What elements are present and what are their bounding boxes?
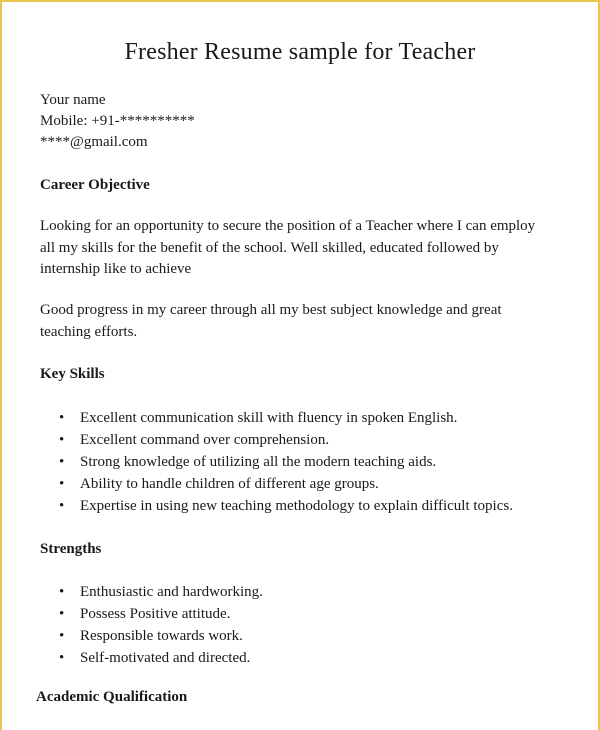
list-item <box>40 603 263 625</box>
list-item-text: Excellent communication skill with fluency in spoken English. <box>80 410 458 426</box>
list-item-text: Self-motivated and directed. <box>80 650 251 666</box>
list-item-text: Ability to handle children of different age groups. <box>80 476 379 492</box>
strengths-list <box>40 581 263 669</box>
list-item <box>40 647 263 669</box>
list-item-text: Excellent command over comprehension. <box>80 432 330 448</box>
career-objective-paragraph-2 <box>40 300 570 343</box>
bullet-icon: • <box>59 410 65 426</box>
list-item <box>40 495 513 517</box>
document-title: Fresher Resume sample for Teacher <box>124 39 476 65</box>
paragraph-line: internship like to achieve <box>40 261 192 277</box>
list-item <box>40 407 513 429</box>
career-objective-paragraph-1 <box>40 216 570 281</box>
bullet-icon: • <box>59 628 65 644</box>
key-skills-list <box>40 407 513 517</box>
bullet-icon: • <box>59 476 65 492</box>
paragraph-line: all my skills for the benefit of the school. Well skilled, educated followed by <box>40 239 499 256</box>
list-item <box>40 581 263 603</box>
paragraph-line: Good progress in my career through all my best subject knowledge and great <box>40 302 502 318</box>
bullet-icon: • <box>59 498 65 514</box>
contact-name: Your name <box>40 92 106 108</box>
contact-mobile: Mobile: +91-********** <box>40 113 195 129</box>
list-item <box>40 473 513 495</box>
bullet-icon: • <box>59 584 65 600</box>
list-item-text: Possess Positive attitude. <box>80 606 231 622</box>
list-item-text: Responsible towards work. <box>80 628 243 644</box>
list-item-text: Enthusiastic and hardworking. <box>80 584 263 600</box>
contact-email: ****@gmail.com <box>40 134 148 150</box>
bullet-icon: • <box>59 650 65 666</box>
strengths-heading: Strengths <box>40 541 102 557</box>
bullet-icon: • <box>59 454 65 470</box>
list-item-text: Expertise in using new teaching methodology to explain difficult topics. <box>80 498 513 514</box>
list-item <box>40 451 513 473</box>
bullet-icon: • <box>59 606 65 622</box>
key-skills-heading: Key Skills <box>40 366 105 382</box>
paragraph-line: teaching efforts. <box>40 323 138 340</box>
academic-qualification-heading: Academic Qualification <box>36 689 188 705</box>
list-item <box>40 429 513 451</box>
paragraph-line: Looking for an opportunity to secure the position of a Teacher where I can employ <box>40 218 536 234</box>
career-objective-heading: Career Objective <box>40 177 150 193</box>
contact-block <box>40 90 195 153</box>
list-item-text: Strong knowledge of utilizing all the modern teaching aids. <box>80 454 437 470</box>
bullet-icon: • <box>59 432 65 448</box>
list-item <box>40 625 263 647</box>
